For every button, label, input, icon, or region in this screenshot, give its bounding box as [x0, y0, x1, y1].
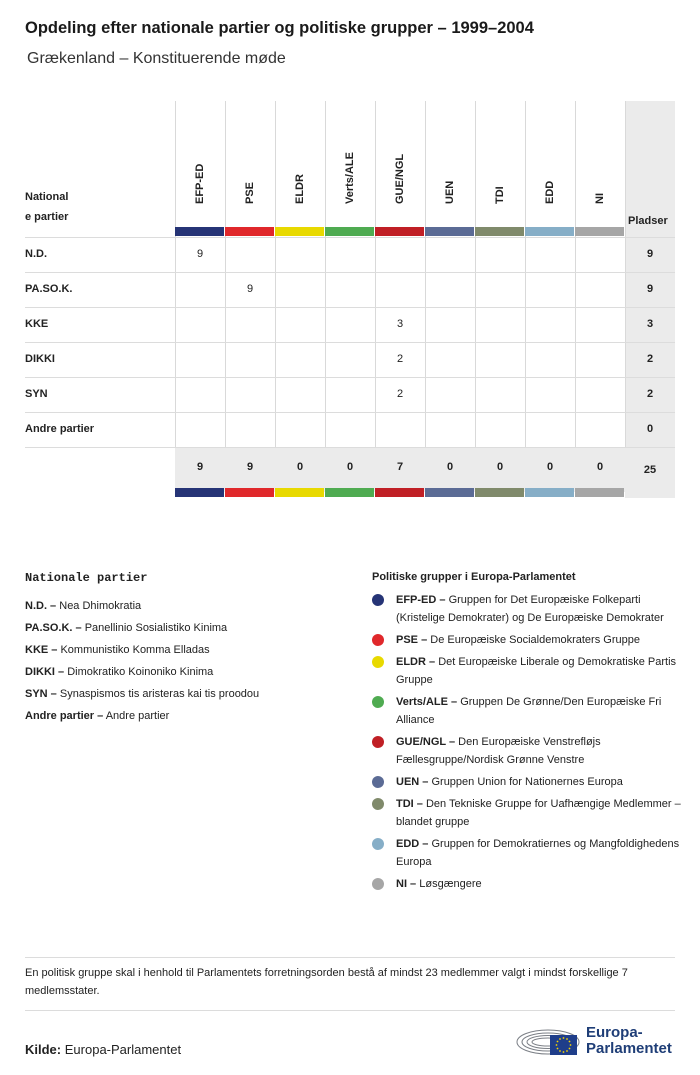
- table-cell: 2: [396, 388, 404, 400]
- group-total: 0: [546, 461, 554, 473]
- table-row-line: [25, 307, 675, 308]
- seats-column-header: Pladser: [628, 215, 668, 227]
- table-row-line: [25, 412, 675, 413]
- group-color-bar-bottom: [225, 488, 274, 497]
- row-seats-total: 3: [646, 318, 654, 330]
- group-color-bar: [475, 227, 524, 236]
- group-total: 0: [296, 461, 304, 473]
- column-divider: [425, 101, 426, 447]
- group-header-ni: NI: [594, 193, 606, 204]
- group-total: 0: [446, 461, 454, 473]
- group-total: 0: [496, 461, 504, 473]
- group-color-dot-icon: [372, 798, 384, 810]
- table-cell: 2: [396, 353, 404, 365]
- national-parties-legend-title: Nationale partier: [25, 571, 148, 585]
- national-party-legend-item: [25, 595, 345, 617]
- seats-column-background: [625, 101, 675, 498]
- group-description: De Europæiske Socialdemokraters Gruppe: [430, 634, 640, 646]
- group-color-bar: [375, 227, 424, 236]
- group-abbr: GUE/NGL –: [396, 736, 456, 748]
- table-row-party: SYN: [25, 388, 48, 400]
- group-color-bar: [275, 227, 324, 236]
- group-header-uen: UEN: [444, 180, 456, 204]
- group-color-bar: [175, 227, 224, 236]
- group-abbr: TDI –: [396, 798, 423, 810]
- national-party-name: Dimokratiko Koinoniko Kinima: [67, 666, 214, 678]
- chart-title: Opdeling efter nationale partier og politiske grupper – 1999–2004: [25, 19, 534, 37]
- group-total: 0: [346, 461, 354, 473]
- group-legend-item: [372, 875, 682, 893]
- national-party-abbr: Andre partier –: [25, 710, 104, 722]
- group-header-edd: EDD: [544, 180, 556, 204]
- group-header-eldr: ELDR: [294, 174, 306, 204]
- national-parties-legend: [25, 571, 345, 727]
- table-row-party: N.D.: [25, 248, 47, 260]
- row-seats-total: 9: [646, 248, 654, 260]
- group-description: Gruppen for Demokratiernes og Mangfoldighedens Europa: [396, 838, 680, 868]
- group-legend-item: [372, 835, 682, 871]
- table-row-line: [25, 377, 675, 378]
- group-header-efped: EFP-ED: [194, 163, 206, 204]
- table-row-party: Andre partier: [25, 423, 95, 435]
- chart-subtitle: Grækenland – Konstituerende møde: [27, 50, 286, 67]
- footnote: En politisk gruppe skal i henhold til Parlamentets forretningsorden bestå af mindst 23 medlemmer valgt i mindst forskellige 7 medlemsstater.: [25, 967, 628, 997]
- table-cell: 3: [396, 318, 404, 330]
- group-legend-item: [372, 795, 682, 831]
- national-party-legend-item: [25, 639, 345, 661]
- group-abbr: NI –: [396, 878, 417, 890]
- source-value: Europa-Parlamentet: [64, 1042, 182, 1057]
- table-row-line: [25, 272, 675, 273]
- group-color-dot-icon: [372, 878, 384, 890]
- group-color-bar-bottom: [175, 488, 224, 497]
- divider: [25, 957, 675, 958]
- column-divider: [275, 101, 276, 447]
- group-abbr: PSE –: [396, 634, 428, 646]
- group-description: Den Europæiske Venstrefløjs Fællesgruppe/Nordisk Grønne Venstre: [396, 736, 601, 766]
- group-abbr: UEN –: [396, 776, 429, 788]
- national-party-name: Nea Dhimokratia: [59, 600, 142, 612]
- group-total: 9: [196, 461, 204, 473]
- national-party-abbr: DIKKI –: [25, 666, 65, 678]
- group-abbr: EFP-ED –: [396, 594, 446, 606]
- column-divider: [175, 101, 176, 447]
- group-color-bar-bottom: [375, 488, 424, 497]
- logo-line2: Parlamentet: [586, 1040, 672, 1057]
- party-column-header: [25, 187, 105, 227]
- national-party-abbr: KKE –: [25, 644, 58, 656]
- source-label: Kilde:: [25, 1042, 62, 1057]
- row-seats-total: 2: [646, 353, 654, 365]
- national-party-name: Synaspismos tis aristeras kai tis proodou: [59, 688, 260, 700]
- group-color-bar-bottom: [575, 488, 624, 497]
- party-header-line1: National: [25, 191, 69, 203]
- group-color-bar: [575, 227, 624, 236]
- group-color-dot-icon: [372, 634, 384, 646]
- grand-total-seats: 25: [643, 464, 657, 476]
- group-color-dot-icon: [372, 594, 384, 606]
- political-groups-legend-title: Politiske grupper i Europa-Parlamentet: [372, 571, 576, 583]
- national-party-legend-item: [25, 683, 345, 705]
- group-color-bar: [225, 227, 274, 236]
- column-divider: [575, 101, 576, 447]
- group-description: Gruppen De Grønne/Den Europæiske Fri Alliance: [396, 696, 662, 726]
- group-color-dot-icon: [372, 838, 384, 850]
- table-row-party: KKE: [25, 318, 49, 330]
- group-legend-item: [372, 773, 682, 791]
- group-color-dot-icon: [372, 696, 384, 708]
- group-description: Gruppen for Det Europæiske Folkeparti (Kristelige Demokrater) og De Europæiske Demokrater: [396, 594, 664, 624]
- column-divider: [475, 101, 476, 447]
- national-party-legend-item: [25, 617, 345, 639]
- row-seats-total: 9: [646, 283, 654, 295]
- group-total: 7: [396, 461, 404, 473]
- group-abbr: EDD –: [396, 838, 429, 850]
- national-party-abbr: N.D. –: [25, 600, 57, 612]
- group-header-vertsale: Verts/ALE: [344, 152, 356, 204]
- row-seats-total: 2: [646, 388, 654, 400]
- europarl-logo-text: [586, 1025, 672, 1057]
- national-party-name: Kommunistiko Komma Elladas: [60, 644, 210, 656]
- column-divider: [325, 101, 326, 447]
- column-divider: [525, 101, 526, 447]
- group-legend-item: [372, 631, 682, 649]
- column-divider: [225, 101, 226, 447]
- table-cell: 9: [196, 248, 204, 260]
- group-color-bar: [325, 227, 374, 236]
- group-color-dot-icon: [372, 656, 384, 668]
- group-header-guengl: GUE/NGL: [394, 153, 406, 204]
- group-description: Det Europæiske Liberale og Demokratiske Partis Gruppe: [396, 656, 677, 686]
- group-legend-item: [372, 693, 682, 729]
- national-party-abbr: SYN –: [25, 688, 57, 700]
- national-party-legend-item: [25, 705, 345, 727]
- group-color-bar: [425, 227, 474, 236]
- group-header-pse: PSE: [244, 181, 256, 204]
- group-legend-item: [372, 733, 682, 769]
- political-groups-legend: [372, 571, 682, 897]
- group-description: Løsgængere: [419, 878, 482, 890]
- group-color-bar-bottom: [475, 488, 524, 497]
- divider: [25, 1010, 675, 1011]
- source-line: [25, 1042, 181, 1057]
- group-color-bar-bottom: [275, 488, 324, 497]
- group-color-bar-bottom: [525, 488, 574, 497]
- group-description: Den Tekniske Gruppe for Uafhængige Medlemmer – blandet gruppe: [396, 798, 681, 828]
- table-row-party: PA.SO.K.: [25, 283, 73, 295]
- group-header-tdi: TDI: [494, 186, 506, 204]
- table-cell: 9: [246, 283, 254, 295]
- table-header-line: [25, 237, 675, 238]
- table-row-party: DIKKI: [25, 353, 55, 365]
- table-row-line: [25, 342, 675, 343]
- national-party-abbr: PA.SO.K. –: [25, 622, 82, 634]
- seat-distribution-table: [25, 101, 675, 498]
- logo-line1: Europa-: [586, 1024, 643, 1041]
- group-color-bar-bottom: [425, 488, 474, 497]
- group-color-dot-icon: [372, 736, 384, 748]
- group-color-bar: [525, 227, 574, 236]
- group-legend-item: [372, 591, 682, 627]
- group-abbr: Verts/ALE –: [396, 696, 458, 708]
- table-row-line: [25, 447, 675, 448]
- group-color-dot-icon: [372, 776, 384, 788]
- group-legend-item: [372, 653, 682, 689]
- party-header-line2: e partier: [25, 211, 69, 223]
- group-color-bar-bottom: [325, 488, 374, 497]
- group-abbr: ELDR –: [396, 656, 436, 668]
- group-description: Gruppen Union for Nationernes Europa: [431, 776, 623, 788]
- national-party-name: Panellinio Sosialistiko Kinima: [84, 622, 228, 634]
- row-seats-total: 0: [646, 423, 654, 435]
- group-total: 9: [246, 461, 254, 473]
- national-party-legend-item: [25, 661, 345, 683]
- national-party-name: Andre partier: [105, 710, 170, 722]
- group-total: 0: [596, 461, 604, 473]
